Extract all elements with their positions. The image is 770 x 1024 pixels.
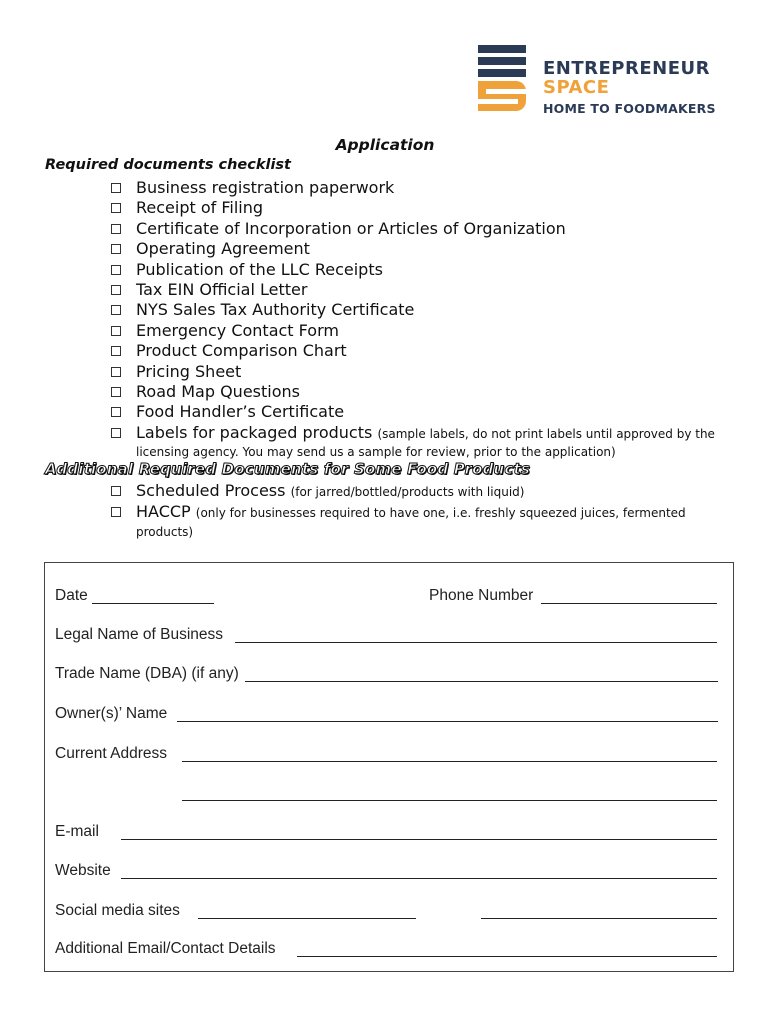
- checklist-item-label: Publication of the LLC Receipts: [136, 259, 383, 279]
- checklist-item: [111, 280, 731, 300]
- checkbox[interactable]: [111, 367, 121, 377]
- checklist-item: [111, 198, 731, 218]
- checklist-item: [111, 382, 731, 402]
- checklist-item-label: Receipt of Filing: [136, 198, 264, 218]
- checklist-item-note-cont: products): [136, 524, 194, 539]
- checklist-item-label: Product Comparison Chart: [136, 341, 347, 361]
- additional-contact-label: Additional Email/Contact Details: [55, 940, 276, 957]
- phone-field[interactable]: [541, 603, 717, 604]
- checkbox[interactable]: [111, 305, 121, 315]
- checkbox[interactable]: [111, 224, 121, 234]
- logo-line-2: SPACE: [543, 77, 610, 98]
- checkbox[interactable]: [111, 428, 121, 438]
- checklist-item: [111, 178, 731, 198]
- checkbox[interactable]: [111, 326, 121, 336]
- date-label: Date: [55, 587, 88, 604]
- checklist-item: [111, 402, 731, 422]
- legal-name-field[interactable]: [235, 642, 717, 643]
- checklist-item-label: Pricing Sheet: [136, 361, 242, 381]
- checkbox[interactable]: [111, 244, 121, 254]
- checklist-item-label: Labels for packaged products: [136, 422, 373, 442]
- legal-name-label: Legal Name of Business: [55, 626, 224, 643]
- checkbox[interactable]: [111, 387, 121, 397]
- additional-documents-title: Additional Required Documents for Some Food Products: [45, 460, 531, 478]
- checkbox[interactable]: [111, 183, 121, 193]
- checklist-item-label: Business registration paperwork: [136, 178, 395, 197]
- social-media-label: Social media sites: [55, 902, 180, 919]
- checklist-item-label: Road Map Questions: [136, 382, 300, 402]
- checkbox[interactable]: [111, 203, 121, 213]
- address-field-line-2[interactable]: [182, 800, 717, 801]
- social-media-field-2[interactable]: [481, 918, 717, 919]
- checklist-item-label: Scheduled Process: [136, 481, 286, 500]
- email-field[interactable]: [121, 839, 717, 840]
- website-label: Website: [55, 862, 111, 879]
- phone-label: Phone Number: [429, 587, 534, 604]
- checkbox[interactable]: [111, 507, 121, 517]
- checklist-item: [111, 481, 731, 502]
- owners-name-label: Owner(s)’ Name: [55, 705, 168, 722]
- checklist-item-note-cont: licensing agency. You may send us a sample for review, prior to the application): [136, 445, 616, 460]
- checklist-item-label: Operating Agreement: [136, 239, 310, 259]
- logo-line-1: ENTREPRENEUR: [543, 58, 710, 79]
- entrepreneur-space-logo: [478, 45, 738, 115]
- checklist-item-label: HACCP: [136, 502, 191, 522]
- checklist-item-label: Food Handler’s Certificate: [136, 402, 345, 422]
- logo-mark-icon: [478, 45, 528, 111]
- checklist-item-label: Tax EIN Official Letter: [136, 280, 308, 300]
- checklist-item-note: (sample labels, do not print labels until approved by the: [377, 426, 715, 441]
- application-form: [44, 562, 734, 972]
- owners-name-field[interactable]: [177, 721, 718, 722]
- page-title: Application: [335, 136, 435, 154]
- checklist-item: [111, 502, 731, 540]
- checkbox[interactable]: [111, 486, 121, 496]
- checklist-item: [111, 423, 731, 461]
- email-label: E-mail: [55, 823, 99, 840]
- address-field-line-1[interactable]: [182, 761, 717, 762]
- social-media-field-1[interactable]: [198, 918, 416, 919]
- checklist-item: [111, 239, 731, 259]
- checklist-item-note: (for jarred/bottled/products with liquid): [290, 485, 525, 499]
- checkbox[interactable]: [111, 346, 121, 356]
- trade-name-label: Trade Name (DBA) (if any): [55, 665, 239, 682]
- checklist-item-label: Certificate of Incorporation or Articles of Organization: [136, 218, 566, 238]
- checkbox[interactable]: [111, 407, 121, 417]
- logo-line-3: HOME TO FOODMAKERS: [543, 101, 716, 116]
- checklist-title: Required documents checklist: [45, 157, 291, 173]
- checklist-item: [111, 219, 731, 239]
- checkbox[interactable]: [111, 285, 121, 295]
- trade-name-field[interactable]: [245, 681, 718, 682]
- checklist-item: [111, 341, 731, 361]
- additional-documents-list: [111, 481, 731, 541]
- additional-contact-field[interactable]: [297, 956, 717, 957]
- website-field[interactable]: [121, 878, 717, 879]
- required-documents-list: [111, 178, 731, 461]
- address-label: Current Address: [55, 745, 167, 762]
- checklist-item: [111, 362, 731, 382]
- date-field[interactable]: [92, 603, 214, 604]
- checklist-item-label: Emergency Contact Form: [136, 320, 339, 340]
- checklist-item: [111, 300, 731, 320]
- checklist-item-label: NYS Sales Tax Authority Certificate: [136, 300, 415, 320]
- checkbox[interactable]: [111, 265, 121, 275]
- checklist-item-note: (only for businesses required to have one, i.e. freshly squeezed juices, fermented: [195, 506, 686, 521]
- checklist-item: [111, 321, 731, 341]
- checklist-item: [111, 260, 731, 280]
